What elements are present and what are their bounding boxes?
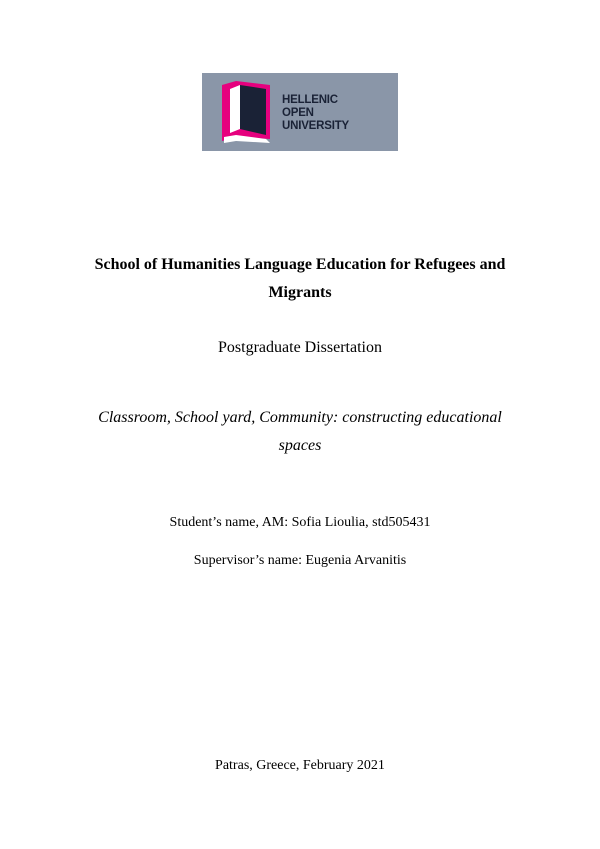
school-title-line-2: Migrants <box>268 284 332 301</box>
degree-type: Postgraduate Dissertation <box>218 339 382 356</box>
logo-line-2: OPEN <box>282 107 314 119</box>
logo-wordmark <box>282 94 349 133</box>
open-book-icon <box>216 79 278 145</box>
place-and-date: Patras, Greece, February 2021 <box>215 758 385 773</box>
logo-line-1: HELLENIC <box>282 94 338 106</box>
thesis-title-line-1: Classroom, School yard, Community: constructing educational <box>98 409 502 426</box>
school-title-line-1: School of Humanities Language Education for Refugees and <box>94 256 506 273</box>
university-logo <box>202 73 398 151</box>
logo-line-3: UNIVERSITY <box>282 120 350 132</box>
supervisor-info: Supervisor’s name: Eugenia Arvanitis <box>193 553 407 568</box>
thesis-title <box>60 404 540 460</box>
student-info: Student’s name, AM: Sofia Lioulia, std505431 <box>169 515 431 530</box>
thesis-title-line-2: spaces <box>278 437 322 454</box>
school-title <box>60 251 540 307</box>
